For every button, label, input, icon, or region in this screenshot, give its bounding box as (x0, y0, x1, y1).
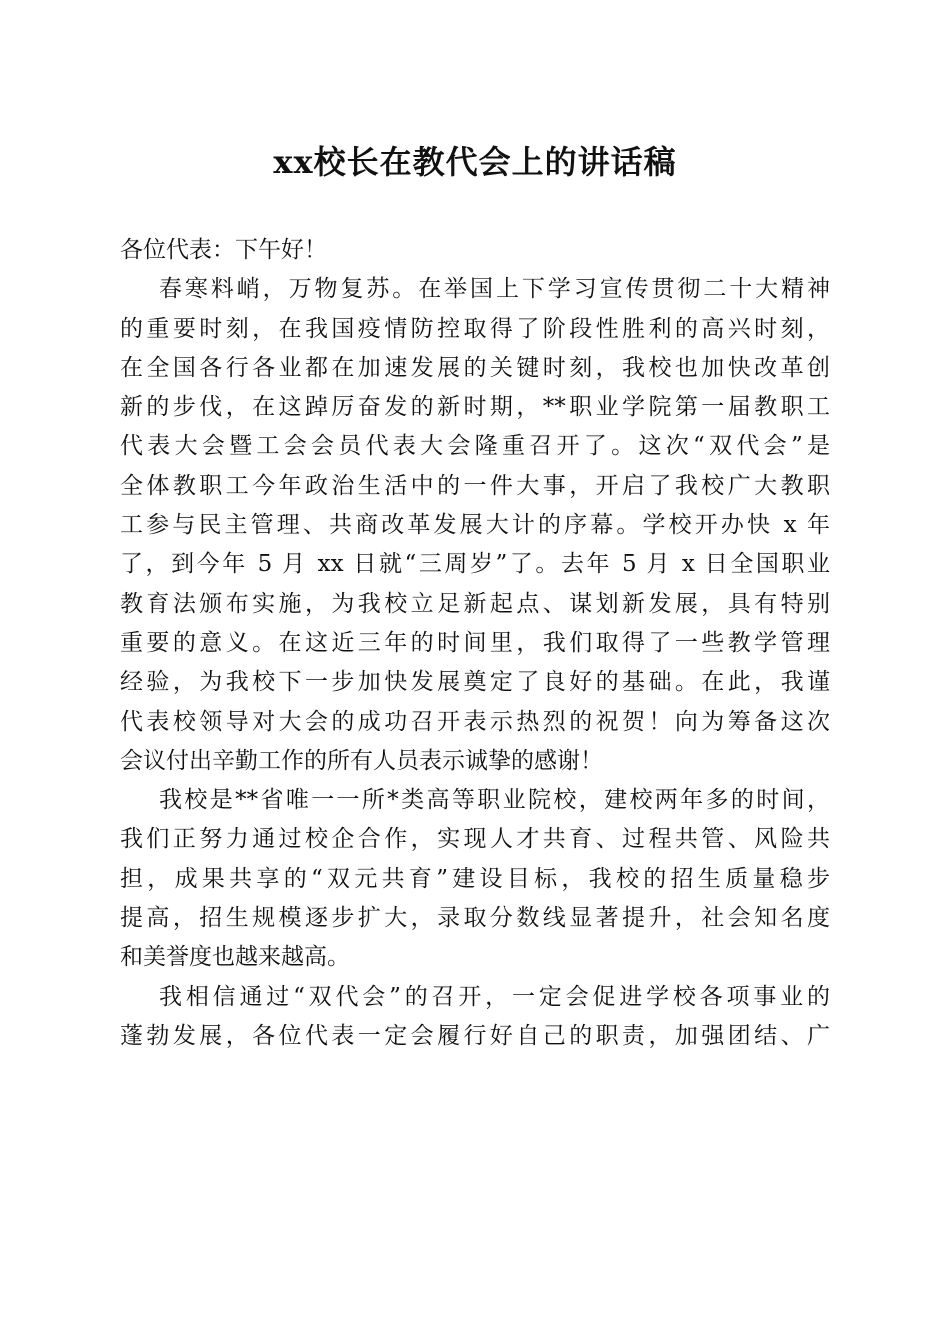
paragraph-1 (120, 270, 830, 781)
document-body (120, 231, 830, 1056)
paragraph-3 (120, 978, 830, 1057)
paragraph-line: 代表大会暨工会会员代表大会隆重召开了。这次“双代会”是 (120, 433, 830, 460)
paragraph-line: 全体教职工今年政治生活中的一件大事，开启了我校广大教职 (120, 472, 830, 499)
paragraph-line: 我相信通过“双代会”的召开，一定会促进学校各项事业的 (159, 983, 830, 1010)
paragraph-line: 在全国各行各业都在加速发展的关键时刻，我校也加快改革创 (120, 354, 830, 381)
paragraph-line: 的重要时刻，在我国疫情防控取得了阶段性胜利的高兴时刻， (120, 315, 830, 342)
paragraph-line: 春寒料峭，万物复苏。在举国上下学习宣传贯彻二十大精神 (159, 276, 830, 303)
paragraph-line: 重要的意义。在这近三年的时间里，我们取得了一些教学管理 (120, 629, 830, 656)
paragraph-line: 经验，为我校下一步加快发展奠定了良好的基础。在此，我谨 (120, 669, 830, 696)
paragraph-line: 代表校领导对大会的成功召开表示热烈的祝贺！向为筹备这次 (120, 708, 830, 735)
paragraph-line: 了，到今年 5 月 xx 日就“三周岁”了。去年 5 月 x 日全国职业 (120, 551, 830, 578)
paragraph-2 (120, 781, 830, 977)
paragraph-line: 提高，招生规模逐步扩大，录取分数线显著提升，社会知名度 (120, 905, 830, 932)
paragraph-line: 教育法颁布实施，为我校立足新起点、谋划新发展，具有特别 (120, 590, 830, 617)
greeting-line: 各位代表：下午好！ (120, 237, 327, 263)
paragraph-line: 担，成果共享的“双元共育”建设目标，我校的招生质量稳步 (120, 865, 830, 892)
paragraph-line: 我们正努力通过校企合作，实现人才共育、过程共管、风险共 (120, 826, 830, 853)
paragraph-line: 会议付出辛勤工作的所有人员表示诚挚的感谢！ (120, 747, 603, 774)
paragraph-line: 新的步伐，在这踔厉奋发的新时期，**职业学院第一届教职工 (120, 394, 830, 421)
paragraph-line: 蓬勃发展，各位代表一定会履行好自己的职责，加强团结、广 (120, 1022, 830, 1049)
paragraph-line: 工参与民主管理、共商改革发展大计的序幕。学校开办快 x 年 (120, 512, 830, 539)
paragraph-line: 我校是**省唯一一所*类高等职业院校，建校两年多的时间， (159, 787, 830, 814)
document-title: xx校长在教代会上的讲话稿 (273, 143, 677, 181)
paragraph-line: 和美誉度也越来越高。 (120, 944, 350, 971)
